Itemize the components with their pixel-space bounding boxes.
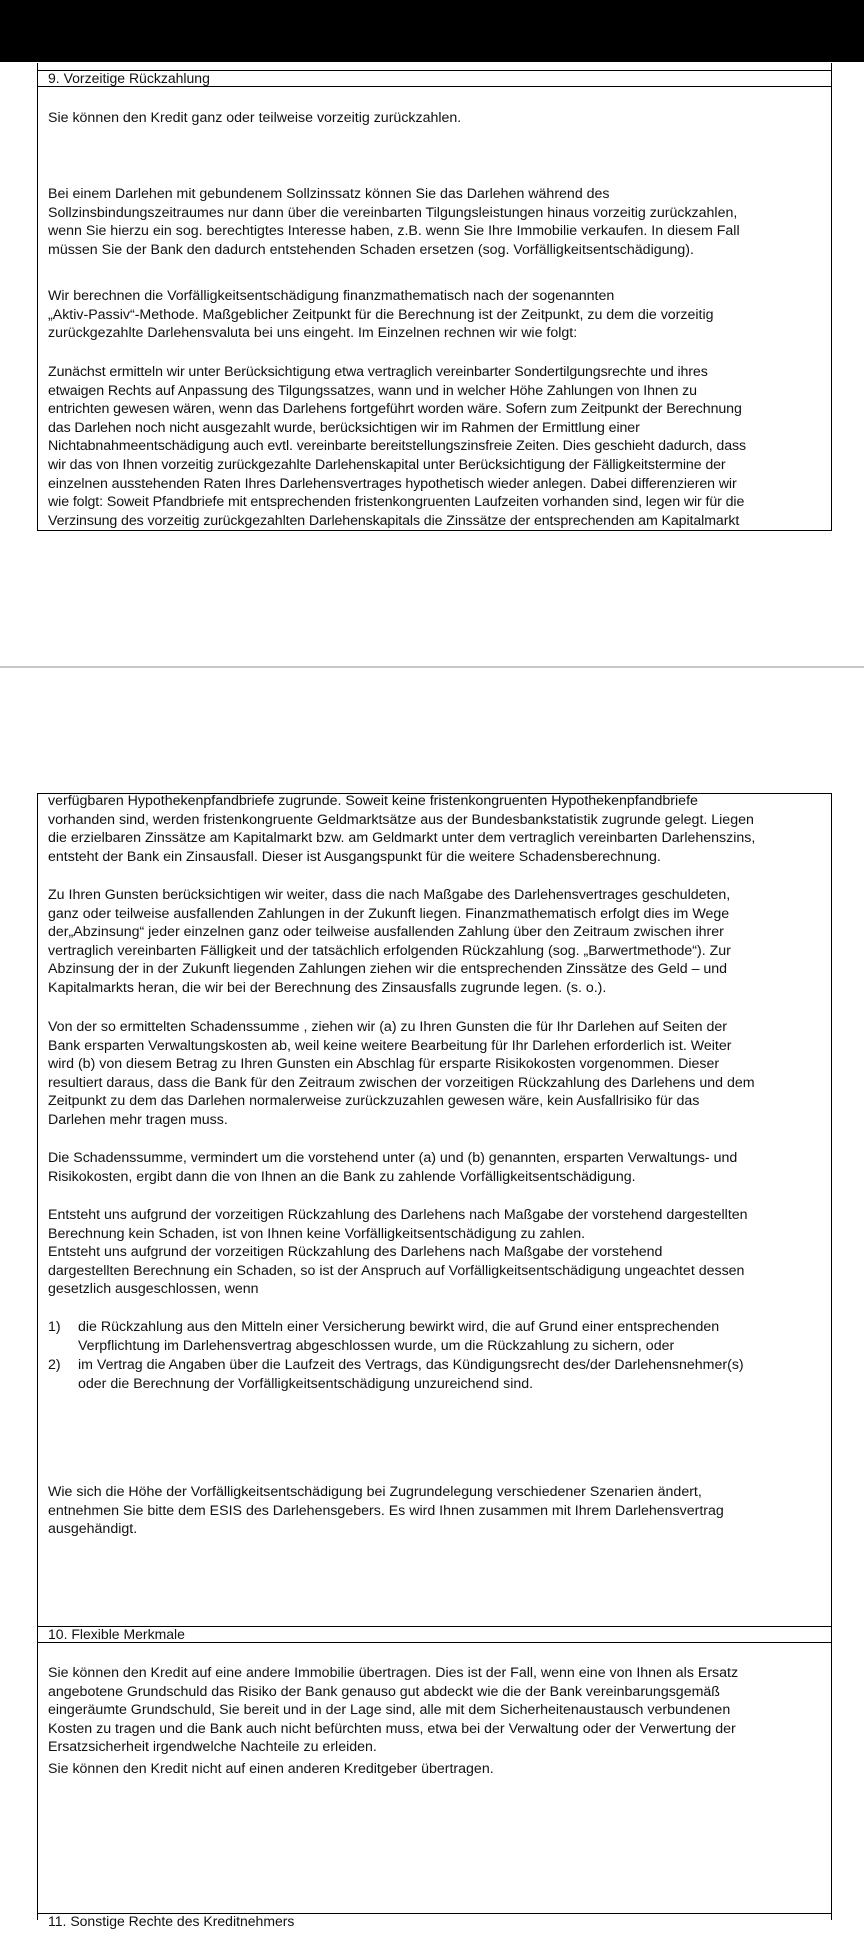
paragraph: Entsteht uns aufgrund der vorzeitigen Rückzahlung des Darlehens nach Maßgabe der vorstehend dargestellten Berechnung kein Schaden, ist von Ihnen keine Vorfälligkeitsentschädigung zu zahlen. Entsteht uns aufgrund der vorzeitigen Rückzahlung des Darlehens nach Maßgabe der vorstehend dargestellten Berechnung ein Schaden, so ist der Anspruch auf Vorfälligkeitsentschädigung ungeachtet dessen gesetzlich ausgeschlossen, wenn xyxy=(48,1207,748,1298)
paragraph: verfügbaren Hypothekenpfandbriefe zugrunde. Soweit keine fristenkongruenten Hypothekenpfandbriefe vorhanden sind, werden fristenkongruente Geldmarktsätze aus der Bundesbankstatistik zugrunde gelegt. Liegen die erzielbaren Zinssätze am Kapitalmarkt bzw. am Geldmarkt unter dem vertraglich vereinbarten Darlehenszins, entsteht der Bank ein Zinsausfall. Dieser ist Ausgangspunkt für die weitere Schadensberechnung. xyxy=(48,793,756,865)
paragraph: Von der so ermittelten Schadenssumme , ziehen wir (a) zu Ihren Gunsten die für Ihr Darlehen auf Seiten der Bank ersparten Verwaltungskosten ab, weil keine weitere Bearbeitung für Ihr Darlehen erforderlich ist. Weiter wird (b) von diesem Betrag zu Ihren Gunsten ein Abschlag für ersparte Risikokosten vorgenommen. Dieser resultiert daraus, dass die Bank für den Zeitraum zwischen der vorzeitigen Rückzahlung des Darlehens und dem Zeitpunkt zu dem das Darlehen normalerweise zurückzuzahlen gewesen wäre, kein Ausfallrisiko für das Darlehen mehr tragen muss. xyxy=(48,1019,755,1128)
section-9-header xyxy=(38,70,831,87)
document-page-1 xyxy=(37,63,832,531)
paragraph: Sie können den Kredit ganz oder teilweise vorzeitig zurückzahlen. xyxy=(48,110,462,126)
paragraph: Zunächst ermitteln wir unter Berücksichtigung etwa vertraglich vereinbarter Sondertilgungsrechte und ihres etwaigen Rechts auf Anpassung des Tilgungssatzes, wann und in welcher Höhe Zahlungen von Ihnen zu entrichten gewesen wären, wenn das Darlehens fortgeführt worden wäre. Sofern zum Zeitpunkt der Berechnung das Darlehen noch nicht ausgezahlt wurde, berücksichtigen wir im Rahmen der Ermittlung einer Nichtabnahmeentschädigung auch evtl. vereinbarte bereitstellungszinsfreie Zeiten. Dies geschieht dadurch, dass wir das von Ihnen vorzeitig zurückgezahlte Darlehenskapital unter Berücksichtigung der Fälligkeitstermine der einzelnen ausstehenden Raten Ihres Darlehensvertrages hypothetisch wieder anlegen. Dabei differenzieren wir wie folgt: Soweit Pfandbriefe mit entsprechenden fristenkongruenten Laufzeiten vorhanden sind, legen wir für die Verzinsung des vorzeitig zurückgezahlten Darlehenskapitals die Zinssätze der entsprechenden am Kapitalmarkt xyxy=(48,364,747,529)
section-11-title: 11. Sonstige Rechte des Kreditnehmers xyxy=(48,1913,295,1929)
section-11-header xyxy=(38,1913,831,1933)
section-10-title: 10. Flexible Merkmale xyxy=(48,1626,185,1642)
page-separator xyxy=(0,666,864,668)
section-10-header xyxy=(38,1626,831,1643)
paragraph: Die Schadenssumme, vermindert um die vorstehend unter (a) und (b) genannten, ersparten Verwaltungs- und Risikokosten, ergibt dann die von Ihnen an die Bank zu zahlende Vorfälligkeitsentschädigung. xyxy=(48,1150,738,1185)
list-text: die Rückzahlung aus den Mitteln einer Versicherung bewirkt wird, die auf Grund einer entsprechenden Verpflichtung im Darlehensvertrag abgeschlossen wurde, um die Rückzahlung zu sichern, oder xyxy=(78,1319,720,1354)
document-page-2 xyxy=(37,793,832,1929)
paragraph: Sie können den Kredit auf eine andere Immobilie übertragen. Dies ist der Fall, wenn eine von Ihnen als Ersatz angebotene Grundschuld das Risiko der Bank genauso gut abdeckt wie die der Bank vereinbarungsgemäß eingeräumte Grundschuld, Sie bereit und in der Lage sind, alle mit dem Sicherheitenaustausch verbundenen Kosten zu tragen und die Bank auch nicht befürchten muss, etwa bei der Verwaltung oder der Verwertung der Ersatzsicherheit irgendwelche Nachteile zu erleiden. xyxy=(48,1665,739,1756)
list-number: 1) xyxy=(48,1319,61,1335)
list-number: 2) xyxy=(48,1357,61,1373)
paragraph: Bei einem Darlehen mit gebundenem Sollzinssatz können Sie das Darlehen während des Sollzinsbindungszeitraumes nur dann über die vereinbarten Tilgungsleistungen hinaus vorzeitig zurückzahlen, wenn Sie hierzu ein sog. berechtigtes Interesse haben, z.B. wenn Sie Ihre Immobilie verkaufen. In diesem Fall müssen Sie der Bank den dadurch entstehenden Schaden ersetzen (sog. Vorfälligkeitsentschädigung). xyxy=(48,186,740,258)
top-black-bar xyxy=(0,0,864,62)
paragraph: Sie können den Kredit nicht auf einen anderen Kreditgeber übertragen. xyxy=(48,1761,494,1777)
paragraph: Zu Ihren Gunsten berücksichtigen wir weiter, dass die nach Maßgabe des Darlehensvertrages geschuldeten, ganz oder teilweise ausfallenden Zahlungen in der Zukunft liegen. Finanzmathematisch erfolgt dies im Wege der„Abzinsung“ jeder einzelnen ganz oder teilweise ausfallenden Zahlung über den Zeitraum zwischen ihrer vertraglich vereinbarten Fälligkeit und der tatsächlich erfolgenden Rückzahlung (sog. „Barwertmethode“). Zur Abzinsung der in der Zukunft liegenden Zahlungen ziehen wir die entsprechenden Zinssätze des Geld – und Kapitalmarkts heran, die wir bei der Berechnung des Zinsausfalls zugrunde legen. (s. o.). xyxy=(48,887,731,996)
list-text: im Vertrag die Angaben über die Laufzeit des Vertrags, das Kündigungsrecht des/der Darlehensnehmer(s) oder die Berechnung der Vorfälligkeitsentschädigung unzureichend sind. xyxy=(78,1357,744,1392)
paragraph: Wie sich die Höhe der Vorfälligkeitsentschädigung bei Zugrundelegung verschiedener Szenarien ändert, entnehmen Sie bitte dem ESIS des Darlehensgebers. Es wird Ihnen zusammen mit Ihrem Darlehensvertrag ausgehändigt. xyxy=(48,1484,724,1538)
section-9-title: 9. Vorzeitige Rückzahlung xyxy=(48,70,210,86)
paragraph: Wir berechnen die Vorfälligkeitsentschädigung finanzmathematisch nach der sogenannten „Aktiv-Passiv“-Methode. Maßgeblicher Zeitpunkt für die Berechnung ist der Zeitpunkt, zu dem die vorzeitig zurückgezahlte Darlehensvaluta bei uns eingeht. Im Einzelnen rechnen wir wie folgt: xyxy=(48,288,714,342)
